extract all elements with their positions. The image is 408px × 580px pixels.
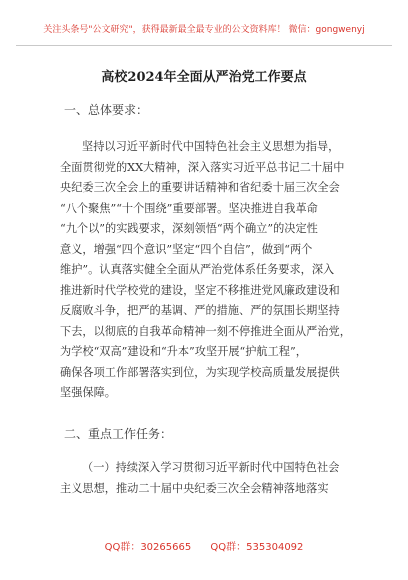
paragraph-line: “八个聚焦”“十个围绕”重要部署。坚决推进自我革命 (60, 201, 318, 215)
document-title: 高校2024年全面从严治党工作要点 (101, 70, 307, 85)
footer-contacts (0, 538, 408, 553)
paragraph-line: 央纪委三次全会上的重要讲话精神和省纪委十届三次全会 (60, 181, 340, 194)
paragraph-line: “九个以”的实践要求，深刻领悟“两个确立”的决定性 (60, 222, 318, 235)
paragraph-line: 推进新时代学校党的建设，坚定不移推进党风廉政建设和 (60, 283, 340, 297)
paragraph-line: 坚持以习近平新时代中国特色社会主义思想为指导， (82, 140, 340, 153)
paragraph-line: 意义，增强“四个意识”坚定“四个自信”，做到“两个 (60, 242, 313, 256)
footer-qq-group-1: QQ群：30265665 (104, 542, 192, 553)
header-divider (16, 45, 392, 46)
header-banner: 关注头条号"公文研究"，获得最新最全最专业的公文资料库！ 微信：gongwenyj (43, 25, 365, 35)
paragraph-line: 维护”。认真落实健全全面从严治党体系任务要求，深入 (60, 263, 335, 276)
section-heading-key-tasks: 二、重点工作任务： (64, 427, 173, 441)
paragraph-line: 主义思想，推动二十届中央纪委三次全会精神落地落实 (60, 481, 329, 495)
paragraph-line: 为学校“双高”建设和“升本”攻坚开展“护航工程”， (60, 345, 307, 358)
paragraph-line: 确保各项工作部署落实到位，为实现学校高质量发展提供 (60, 365, 340, 379)
paragraph-line: 全面贯彻党的XX大精神，深入落实习近平总书记二十届中 (60, 160, 345, 174)
paragraph-general-requirements (60, 137, 360, 404)
footer-qq-group-2: QQ群：535304092 (210, 542, 304, 553)
paragraph-line: 坚强保障。 (60, 386, 116, 399)
paragraph-line: （一）持续深入学习贯彻习近平新时代中国特色社会 (82, 461, 340, 474)
paragraph-key-task-1 (60, 458, 360, 499)
section-heading-general-requirements: 一、总体要求： (64, 103, 149, 117)
paragraph-line: 下去，以彻底的自我革命精神一刻不停推进全面从严治党， (60, 324, 351, 338)
paragraph-line: 反腐败斗争，把严的基调、严的措施、严的氛围长期坚持 (60, 304, 340, 317)
